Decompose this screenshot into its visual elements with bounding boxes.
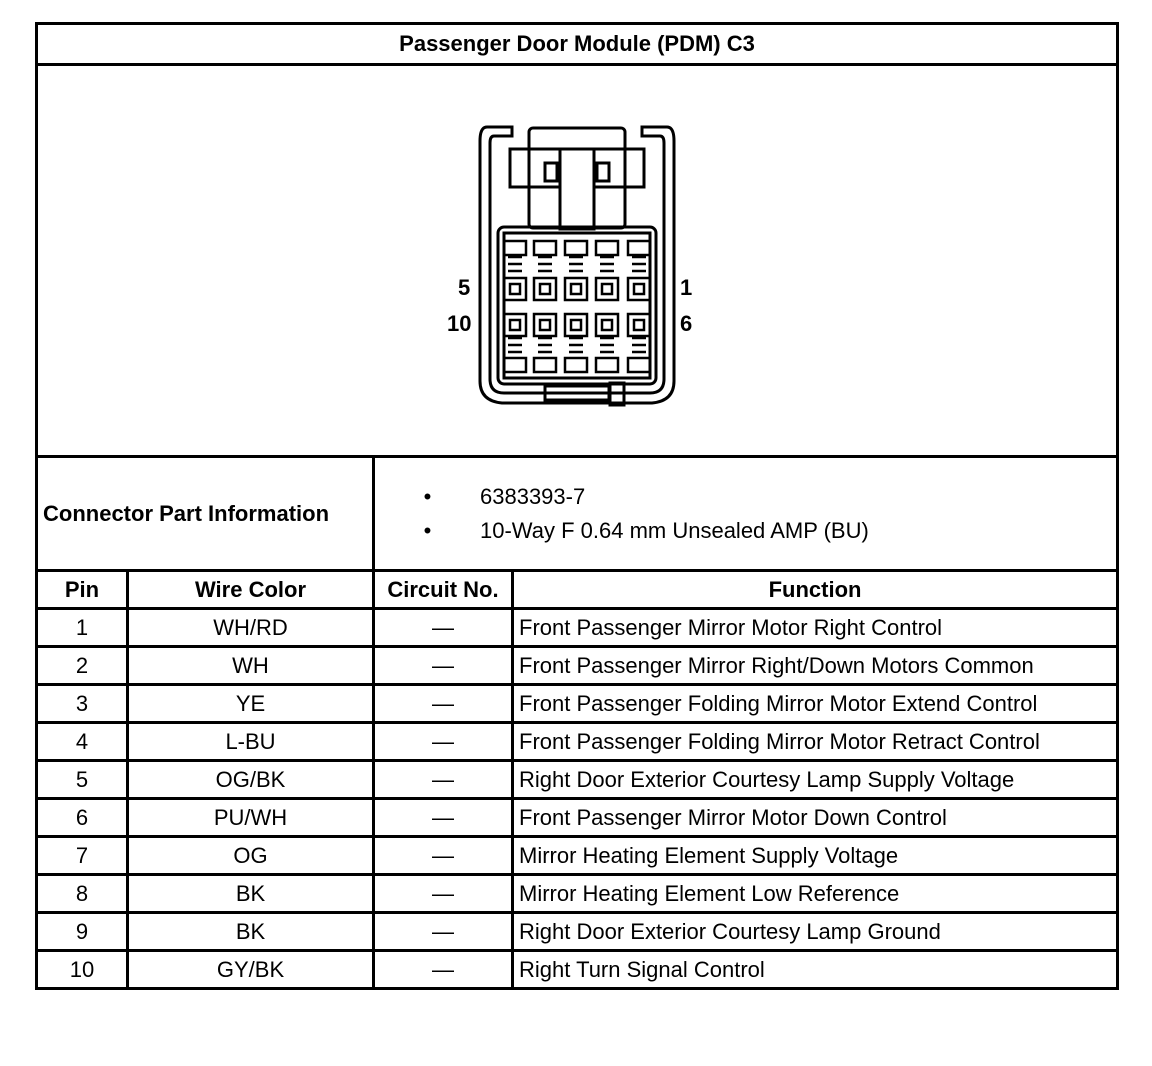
pin-contact [571,284,581,294]
pin-label-6: 6 [680,310,693,336]
circuit-cell: — [374,913,513,951]
pin-cavity [565,314,587,336]
circuit-cell: — [374,685,513,723]
part-info-item [375,514,1116,548]
wire-color-cell: OG [128,837,374,875]
connector-table [35,22,1119,990]
pin-cavity [534,241,556,255]
pin-contact [510,320,520,330]
pin-cavity [504,314,526,336]
function-cell: Right Door Exterior Courtesy Lamp Ground [513,913,1118,951]
circuit-cell: — [374,837,513,875]
header-wire-color: Wire Color [128,571,374,609]
table-row [37,647,1118,685]
bullet-icon: • [423,483,432,509]
table-row [37,609,1118,647]
function-cell: Front Passenger Mirror Motor Down Control [513,799,1118,837]
table-row [37,761,1118,799]
function-cell: Mirror Heating Element Supply Voltage [513,837,1118,875]
circuit-cell: — [374,875,513,913]
pin-cavity [628,358,650,372]
pin-cell: 6 [37,799,128,837]
pin-cavity [628,241,650,255]
pin-cell: 9 [37,913,128,951]
pin-cavity [534,358,556,372]
pin-label-5: 5 [458,274,471,300]
pin-cavity [596,314,618,336]
circuit-cell: — [374,723,513,761]
function-cell: Mirror Heating Element Low Reference [513,875,1118,913]
header-function: Function [513,571,1118,609]
table-title: Passenger Door Module (PDM) C3 [37,24,1118,65]
pin-cavity [565,358,587,372]
wire-color-cell: BK [128,875,374,913]
pin-cell: 10 [37,951,128,989]
pin-cavity [504,278,526,300]
part-info-values [374,457,1118,571]
wire-color-cell: PU/WH [128,799,374,837]
wire-color-cell: YE [128,685,374,723]
part-info-item [375,480,1116,514]
pin-cavity [565,278,587,300]
pin-cell: 8 [37,875,128,913]
part-info-label: Connector Part Information [37,457,374,571]
table-row [37,875,1118,913]
pin-contact [540,284,550,294]
pin-cavity [504,241,526,255]
function-cell: Right Turn Signal Control [513,951,1118,989]
pin-cell: 7 [37,837,128,875]
pin-contact [540,320,550,330]
pin-label-1: 1 [680,274,693,300]
wire-color-cell: BK [128,913,374,951]
part-description: 10-Way F 0.64 mm Unsealed AMP (BU) [480,517,869,543]
pin-cavity [534,314,556,336]
pin-contact [634,320,644,330]
function-cell: Right Door Exterior Courtesy Lamp Supply Voltage [513,761,1118,799]
pin-contact [634,284,644,294]
pin-cell: 2 [37,647,128,685]
table-row [37,913,1118,951]
wire-color-cell: WH [128,647,374,685]
circuit-cell: — [374,609,513,647]
function-cell: Front Passenger Folding Mirror Motor Extend Control [513,685,1118,723]
pin-cavity [628,314,650,336]
circuit-cell: — [374,799,513,837]
table-row [37,799,1118,837]
pin-cavity [504,358,526,372]
function-cell: Front Passenger Mirror Motor Right Control [513,609,1118,647]
pin-contact [602,320,612,330]
pin-contact [571,320,581,330]
table-row [37,951,1118,989]
table-row [37,685,1118,723]
wire-color-cell: OG/BK [128,761,374,799]
pin-cavity [565,241,587,255]
pin-cavity [534,278,556,300]
connector-diagram-cell [37,65,1118,457]
pin-cell: 3 [37,685,128,723]
connector-face-diagram [442,111,712,411]
pin-cell: 5 [37,761,128,799]
pin-cavity [596,241,618,255]
pin-cavity [628,278,650,300]
table-row [37,837,1118,875]
table-row [37,723,1118,761]
circuit-cell: — [374,647,513,685]
pin-cell: 1 [37,609,128,647]
wire-color-cell: L-BU [128,723,374,761]
circuit-cell: — [374,951,513,989]
wire-color-cell: WH/RD [128,609,374,647]
part-number: 6383393-7 [480,483,586,509]
pin-cavity [596,278,618,300]
header-pin: Pin [37,571,128,609]
circuit-cell: — [374,761,513,799]
function-cell: Front Passenger Mirror Right/Down Motors Common [513,647,1118,685]
pin-cavity [596,358,618,372]
pin-label-10: 10 [447,310,472,336]
function-cell: Front Passenger Folding Mirror Motor Retract Control [513,723,1118,761]
header-circuit: Circuit No. [374,571,513,609]
bullet-icon: • [423,517,432,543]
wire-color-cell: GY/BK [128,951,374,989]
pin-contact [510,284,520,294]
pin-contact [602,284,612,294]
pin-cell: 4 [37,723,128,761]
